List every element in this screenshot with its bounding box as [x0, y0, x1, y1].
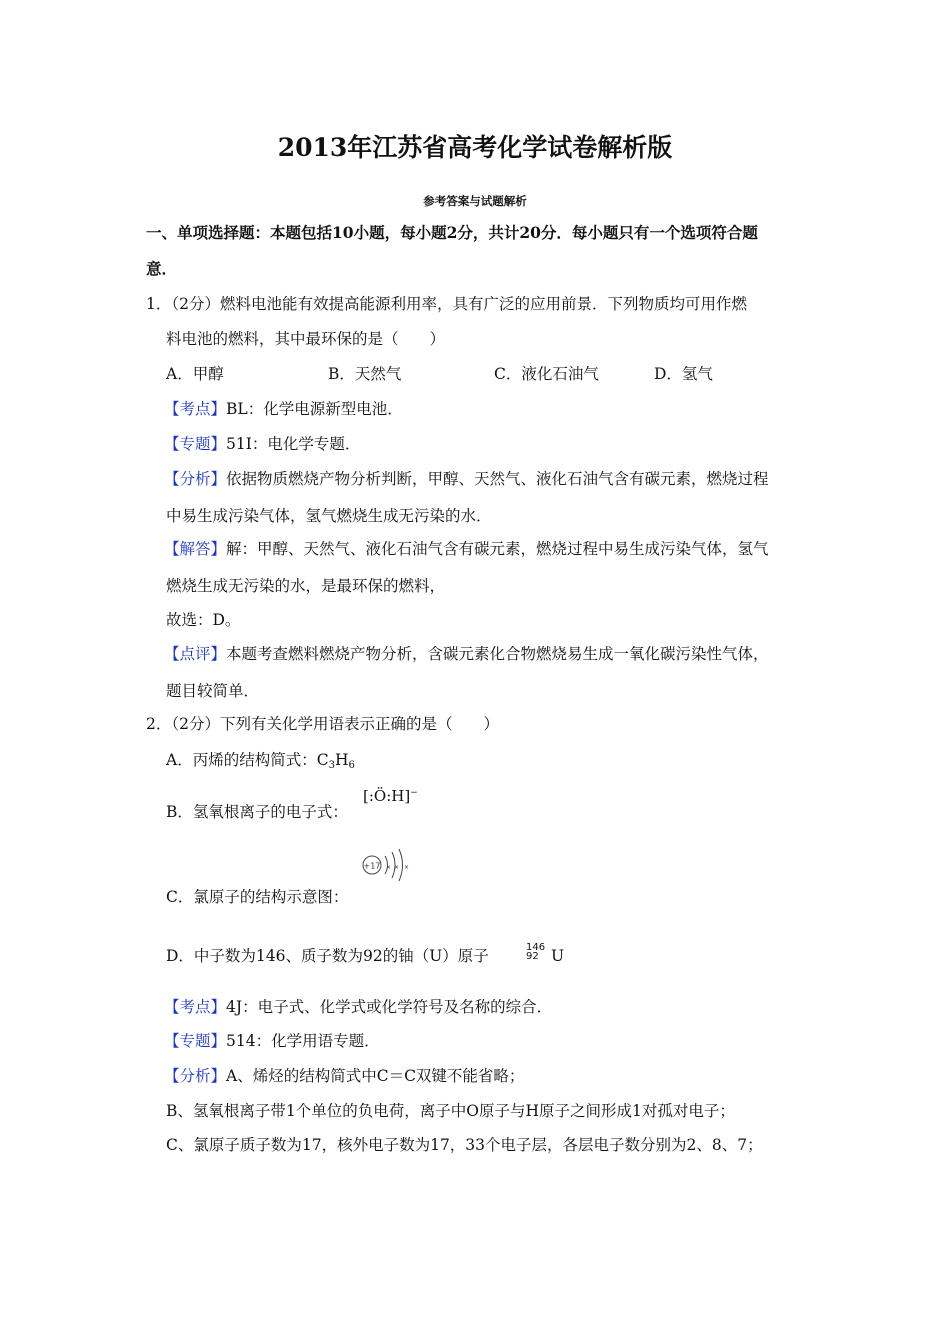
q1-fenxi-line1	[164, 469, 769, 489]
nucleus-label: +17	[363, 861, 381, 871]
q1-stem-line1: 1．（2分）燃料电池能有效提高能源利用率，具有广泛的应用前景．下列物质均可用作燃	[146, 295, 747, 313]
q2-zhuanti	[164, 1031, 380, 1051]
q1-dianping-tag: 【点评】	[164, 645, 227, 663]
q1-kaodian	[164, 399, 403, 419]
q1-stem-line2: 料电池的燃料，其中最环保的是（ ）	[166, 330, 446, 348]
page-subtitle: 参考答案与试题解析	[423, 194, 527, 208]
q1-jieda-text1: 解：甲醇、天然气、液化石油气含有碳元素，燃烧过程中易生成污染气体，氢气	[226, 540, 769, 558]
q1-zhuanti-tag: 【专题】	[164, 435, 227, 453]
q1-zhuanti	[164, 434, 360, 454]
q1-kaodian-tag: 【考点】	[164, 400, 227, 418]
q2-option-a	[166, 750, 355, 770]
q1-jieda-line2: 燃烧生成无污染的水，是最环保的燃料，	[166, 577, 446, 595]
q1-dianping-text1: 本题考查燃料燃烧产物分析，含碳元素化合物燃烧易生成一氧化碳污染性气体，	[226, 645, 769, 663]
q1-jieda-tag: 【解答】	[164, 540, 227, 558]
q1-dianping-line1	[164, 644, 769, 664]
uranium-mass-number: 146	[526, 942, 546, 953]
q1-kaodian-text: BL：化学电源新型电池．	[226, 400, 403, 418]
q2-option-b: B．氢氧根离子的电子式：	[166, 803, 348, 821]
hydroxide-charge: −	[410, 788, 418, 798]
q1-option-a: A．甲醇	[166, 365, 224, 383]
q1-fenxi-tag: 【分析】	[164, 470, 227, 488]
q2-option-a-text: A．丙烯的结构简式：C	[166, 751, 329, 769]
q1-fenxi-text1: 依据物质燃烧产物分析判断，甲醇、天然气、液化石油气含有碳元素，燃烧过程	[226, 470, 769, 488]
q2-option-d: D．中子数为146、质子数为92的铀（U）原子	[166, 947, 489, 965]
q2-fenxi-line1	[164, 1066, 524, 1086]
uranium-atomic-number: 92	[526, 951, 539, 962]
q2-option-a-sub2: 6	[348, 760, 355, 771]
hydroxide-formula-text: [:Ö:H]	[363, 787, 411, 805]
q1-fenxi-line2: 中易生成污染气体，氢气燃烧生成无污染的水．	[166, 507, 492, 525]
chlorine-diagram-svg	[359, 845, 417, 885]
q1-zhuanti-text: 51I：电化学专题．	[226, 435, 361, 453]
q2-fenxi-text1: A、烯烃的结构简式中C＝C双键不能省略；	[226, 1067, 525, 1085]
q1-jieda-line3: 故选：D。	[166, 611, 241, 629]
shell-dot-2: ×	[394, 864, 400, 871]
hydroxide-electron-formula	[363, 784, 418, 805]
q2-fenxi-tag: 【分析】	[164, 1067, 227, 1085]
shell-dot-1: ×	[386, 864, 392, 871]
q2-zhuanti-tag: 【专题】	[164, 1032, 227, 1050]
q2-zhuanti-text: 514：化学用语专题．	[226, 1032, 380, 1050]
q1-dianping-line2: 题目较简单．	[166, 682, 260, 700]
q1-option-b: B．天然气	[328, 365, 402, 383]
chlorine-atom-structure-diagram	[359, 845, 417, 885]
q2-kaodian	[164, 997, 552, 1017]
q2-option-a-mid: H	[334, 751, 349, 769]
q1-option-c: C．液化石油气	[494, 365, 599, 383]
q2-fenxi-line3: C、氯原子质子数为17，核外电子数为17，33个电子层，各层电子数分别为2、8、7；	[166, 1136, 763, 1154]
q2-kaodian-tag: 【考点】	[164, 998, 227, 1016]
q2-option-c: C．氯原子的结构示意图：	[166, 888, 349, 906]
uranium-symbol: U	[551, 947, 565, 965]
q2-option-a-sub1: 3	[328, 760, 335, 771]
shell-arc-3	[399, 849, 403, 881]
section-heading-line2: 意．	[146, 259, 178, 278]
q2-stem: 2．（2分）下列有关化学用语表示正确的是（ ）	[146, 715, 499, 733]
q1-jieda-line1	[164, 539, 769, 559]
q2-fenxi-line2: B、氢氧根离子带1个单位的负电荷，离子中O原子与H原子之间形成1对孤对电子；	[166, 1102, 735, 1120]
q2-kaodian-text: 4J：电子式、化学式或化学符号及名称的综合．	[226, 998, 553, 1016]
page-title: 2013年江苏省高考化学试卷解析版	[277, 133, 673, 162]
shell-dot-3: ×	[404, 864, 410, 871]
section-heading-line1: 一、单项选择题：本题包括10小题，每小题2分，共计20分．每小题只有一个选项符合题	[146, 223, 758, 242]
q1-option-d: D．氢气	[654, 365, 713, 383]
